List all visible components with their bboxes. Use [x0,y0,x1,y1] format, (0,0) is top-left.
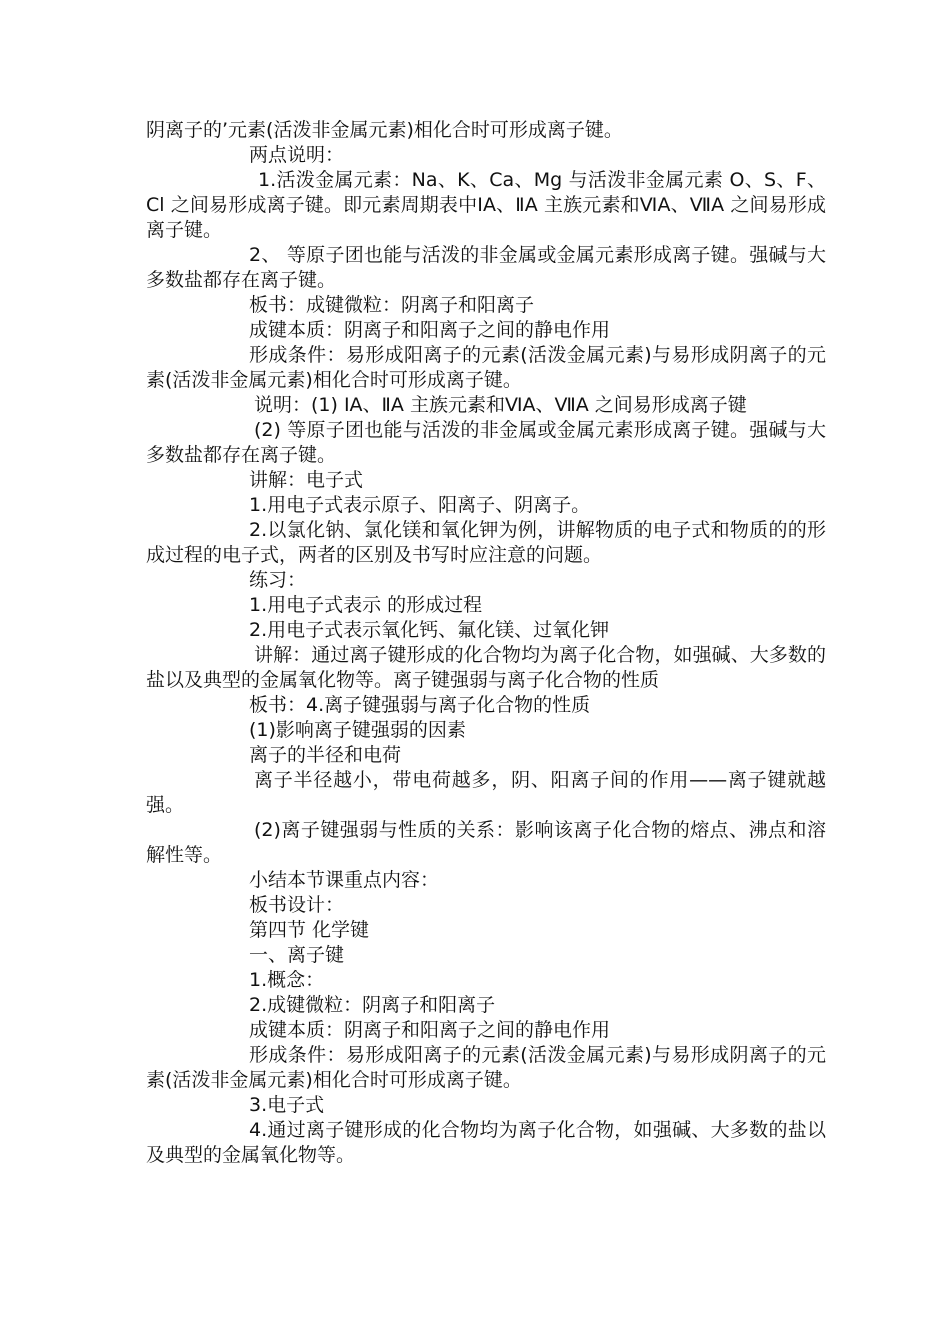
paragraph-25: 1.概念： [249,969,325,991]
document-page [146,118,826,1168]
paragraph-4: 板书：成键微粒：阴离子和阳离子 [249,294,535,316]
paragraph-26: 2.成键微粒：阴离子和阳离子 [249,994,496,1016]
paragraph-5: 成键本质：阴离子和阳离子之间的静电作用 [249,319,611,341]
paragraph-2: 1.活泼金属元素：Na、K、Ca、Mg 与活泼非金属元素 O、S、F、Cl 之间易形成离子键。即元素周期表中ⅠA、ⅡA 主族元素和ⅥA、ⅦA 之间易形成离子键。 [146,169,826,241]
paragraph-17: (1)影响离子键强弱的因素 [249,719,466,741]
paragraph-20: (2)离子键强弱与性质的关系：影响该离子化合物的熔点、沸点和溶解性等。 [146,819,826,866]
paragraph-12: 练习： [249,569,307,591]
paragraph-13: 1.用电子式表示 的形成过程 [249,594,483,616]
paragraph-30: 4.通过离子键形成的化合物均为离子化合物，如强碱、大多数的盐以及典型的金属氧化物等。 [146,1119,826,1166]
paragraph-23: 第四节 化学键 [249,919,370,941]
paragraph-27: 成键本质：阴离子和阳离子之间的静电作用 [249,1019,611,1041]
paragraph-3: 2、 等原子团也能与活泼的非金属或金属元素形成离子键。强碱与大多数盐都存在离子键。 [146,244,826,291]
paragraph-11: 2.以氯化钠、氯化镁和氧化钾为例，讲解物质的电子式和物质的的形成过程的电子式，两者的区别及书写时应注意的问题。 [146,519,826,566]
paragraph-1: 两点说明： [249,144,345,166]
paragraph-16: 板书：4.离子键强弱与离子化合物的性质 [249,694,591,716]
paragraph-14: 2.用电子式表示氧化钙、氟化镁、过氧化钾 [249,619,610,641]
paragraph-0: 阴离子的’元素(活泼非金属元素)相化合时可形成离子键。 [146,119,623,141]
paragraph-29: 3.电子式 [249,1094,325,1116]
paragraph-28: 形成条件：易形成阳离子的元素(活泼金属元素)与易形成阴离子的元素(活泼非金属元素)相化合时可形成离子键。 [146,1044,826,1091]
paragraph-8: (2) 等原子团也能与活泼的非金属或金属元素形成离子键。强碱与大多数盐都存在离子键。 [146,419,826,466]
paragraph-21: 小结本节课重点内容： [249,869,440,891]
paragraph-19: 离子半径越小，带电荷越多，阴、阳离子间的作用——离子键就越强。 [146,769,826,816]
paragraph-24: 一、离子键 [249,944,345,966]
paragraph-10: 1.用电子式表示原子、阳离子、阴离子。 [249,494,591,516]
paragraph-9: 讲解：电子式 [249,469,364,491]
paragraph-22: 板书设计： [249,894,345,916]
paragraph-7: 说明：(1) ⅠA、ⅡA 主族元素和ⅥA、ⅦA 之间易形成离子键 [254,394,747,416]
paragraph-6: 形成条件：易形成阳离子的元素(活泼金属元素)与易形成阴离子的元素(活泼非金属元素)相化合时可形成离子键。 [146,344,826,391]
paragraph-18: 离子的半径和电荷 [249,744,402,766]
paragraph-15: 讲解：通过离子键形成的化合物均为离子化合物，如强碱、大多数的盐以及典型的金属氧化物等。离子键强弱与离子化合物的性质 [146,644,826,691]
